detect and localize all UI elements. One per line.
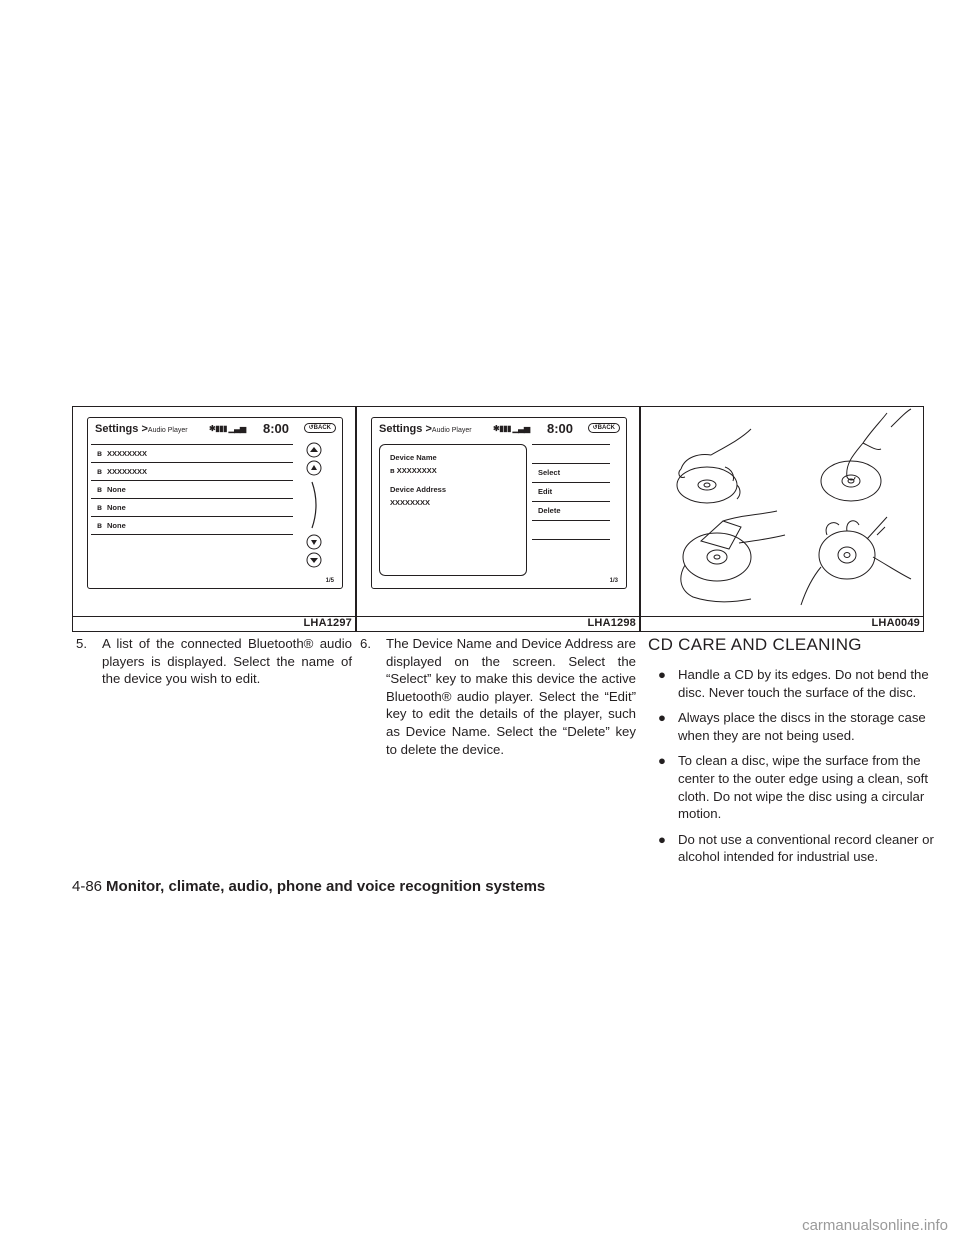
page-number: 4-86	[72, 878, 103, 895]
list-item[interactable]: ʙ XXXXXXXX	[91, 463, 293, 481]
screen-header	[372, 418, 626, 438]
device-name-value: ʙ XXXXXXXX	[390, 466, 437, 475]
hand	[801, 521, 911, 605]
step-6	[360, 635, 636, 758]
bluetooth-icon: ʙ	[97, 467, 102, 476]
screen-header	[88, 418, 342, 438]
screen-device-details	[371, 417, 627, 589]
header-time: 8:00	[547, 421, 574, 436]
page-indicator: 1/3	[609, 578, 618, 584]
device-name-label: Device Name	[390, 453, 437, 462]
step-text: A list of the connected Bluetooth® audio players is displayed. Select the name of the device you wish to edit.	[102, 636, 352, 687]
figure-bluetooth-list	[72, 406, 356, 632]
cloth	[701, 521, 741, 549]
list-item[interactable]: ʙ None	[91, 499, 293, 517]
header-title: Settings	[95, 423, 139, 435]
bullet-icon: ●	[658, 831, 666, 847]
figure-caption: LHA0049	[871, 617, 920, 629]
cd-disc	[821, 461, 881, 501]
status-icons: ✱▮▮▮ ▁▃▅	[209, 424, 246, 433]
back-button[interactable]: ↺BACK	[304, 423, 336, 433]
figure-caption: LHA1298	[587, 617, 636, 629]
list-item: ● To clean a disc, wipe the surface from the center to the outer edge using a clean, soft cloth. Do not wipe the disc using a circular motion.	[658, 753, 928, 822]
bluetooth-icon: ʙ	[97, 503, 102, 512]
step-number: 5.	[76, 636, 87, 651]
cd-disc	[677, 467, 737, 503]
header-title: Settings	[379, 423, 423, 435]
cd-disc	[683, 533, 751, 581]
status-icons: ✱▮▮▮ ▁▃▅	[493, 424, 530, 433]
header-subtitle: Audio Player	[147, 427, 188, 434]
watermark: carmanualsonline.info	[802, 1217, 948, 1234]
step-text: The Device Name and Device Address are displayed on the screen. Select the “Select” key to make this device the active Bluetooth® audio player. Select the “Edit” key to edit the details of the player, such as Device Name. Select the “Delete” key to delete the device.	[386, 636, 636, 757]
action-menu	[532, 444, 610, 540]
list-item: ● Handle a CD by its edges. Do not bend the disc. Never touch the surface of the disc.	[658, 667, 929, 700]
device-list	[91, 444, 293, 535]
device-address-value: XXXXXXXX	[390, 498, 431, 507]
step-5	[76, 635, 352, 688]
device-info-panel	[379, 444, 527, 576]
scrollbar[interactable]	[300, 442, 334, 568]
header-subtitle: Audio Player	[431, 427, 472, 434]
section-heading: CD CARE AND CLEANING	[648, 635, 862, 654]
bluetooth-icon: ʙ	[97, 521, 102, 530]
device-address-label: Device Address	[390, 485, 447, 494]
edit-button[interactable]: Edit	[532, 483, 610, 502]
list-item: ● Do not use a conventional record cleaner or alcohol intended for industrial use.	[658, 831, 934, 865]
list-item[interactable]: ʙ XXXXXXXX	[91, 444, 293, 463]
page-footer	[72, 878, 545, 895]
header-arrow: >	[141, 423, 148, 435]
list-item[interactable]: ʙ None	[91, 481, 293, 499]
bullet-icon: ●	[658, 710, 666, 726]
figure-device-details	[356, 406, 640, 632]
header-arrow: >	[425, 423, 432, 435]
bluetooth-icon: ʙ	[97, 449, 102, 458]
bullet-icon: ●	[658, 667, 666, 682]
chapter-title: Monitor, climate, audio, phone and voice recognition systems	[106, 878, 546, 895]
back-button[interactable]: ↺BACK	[588, 423, 620, 433]
wipe-arrow	[867, 517, 887, 539]
list-item[interactable]: ʙ None	[91, 517, 293, 535]
figure-caption: LHA1297	[303, 617, 352, 629]
bullet-icon: ●	[658, 753, 666, 769]
bluetooth-icon: ʙ	[97, 485, 102, 494]
list-item: ● Always place the discs in the storage case when they are not being used.	[658, 710, 926, 743]
figure-cd-handling	[640, 406, 924, 632]
header-time: 8:00	[263, 421, 290, 436]
select-button[interactable]: Select	[532, 464, 610, 483]
screen-audio-player-list	[87, 417, 343, 589]
bluetooth-icon: ʙ	[390, 466, 397, 475]
cd-handling-illustration	[641, 407, 924, 617]
step-number: 6.	[360, 636, 371, 651]
care-bullet-list	[648, 666, 936, 874]
cd-disc	[819, 531, 875, 579]
page-indicator: 1/5	[325, 578, 334, 584]
hand	[679, 429, 751, 499]
delete-button[interactable]: Delete	[532, 502, 610, 521]
hand	[847, 409, 911, 480]
